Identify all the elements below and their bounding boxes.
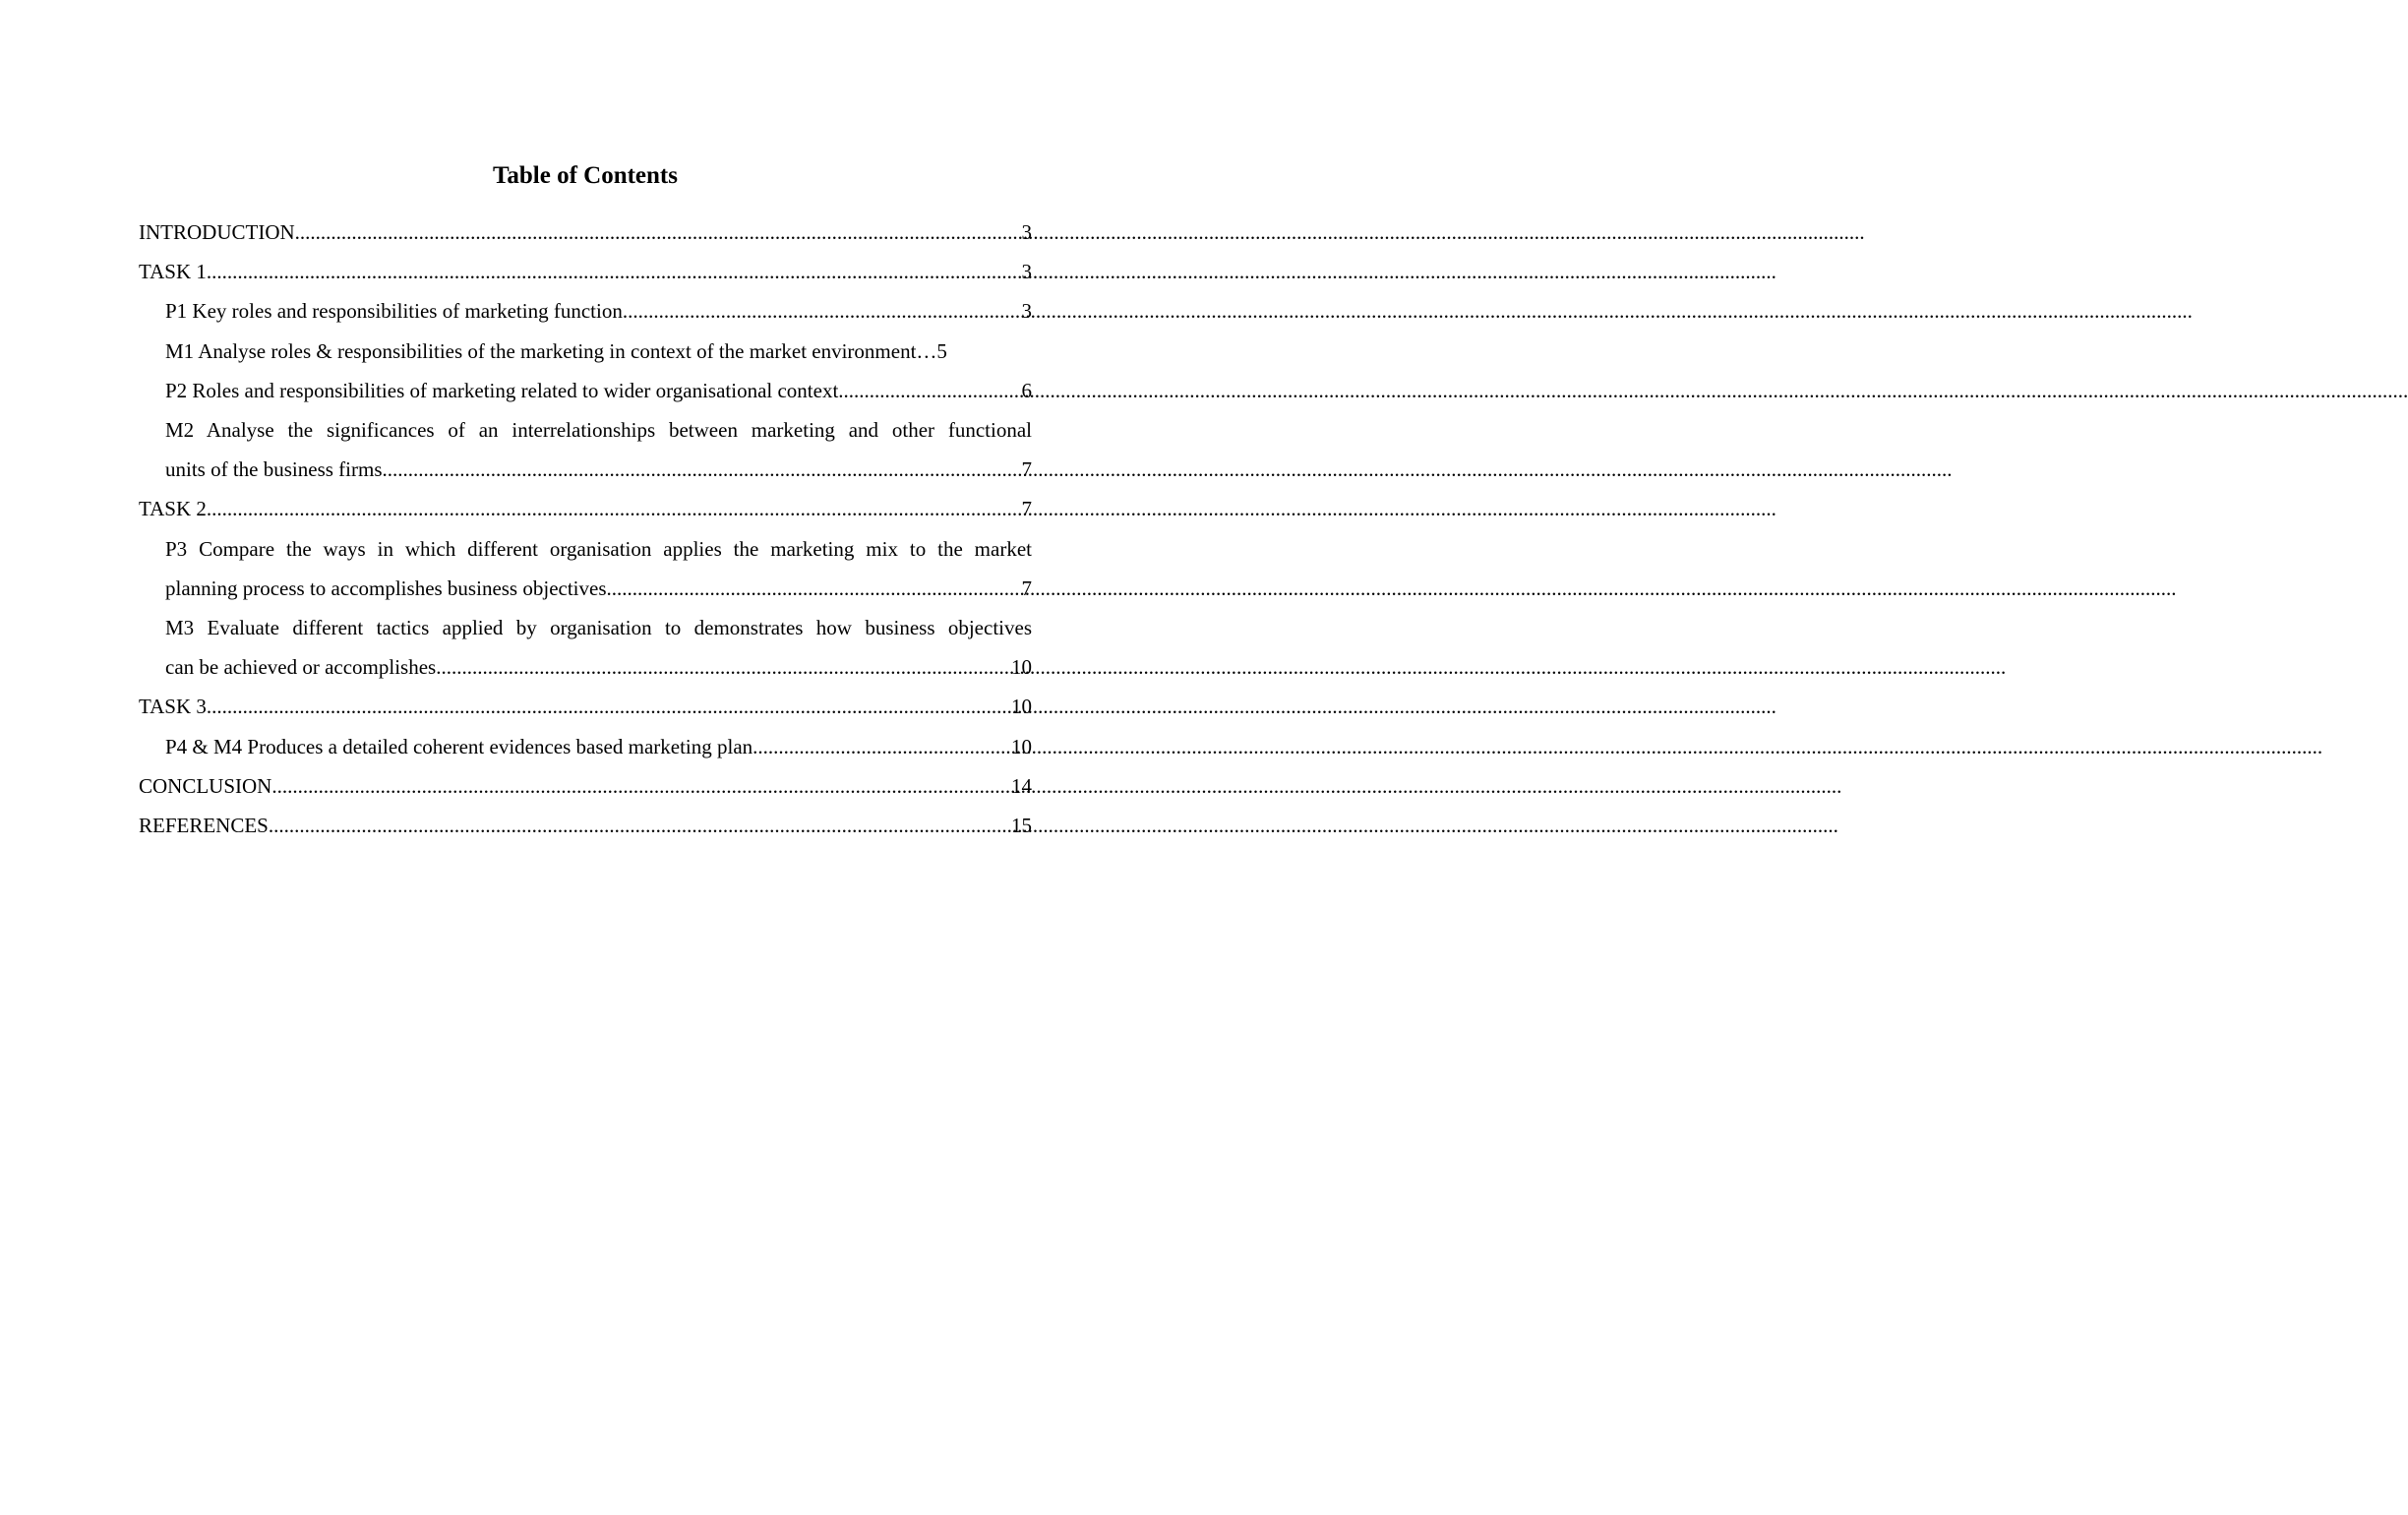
toc-entry-task-1[interactable]: [139, 252, 1032, 291]
toc-dot-leader: [436, 647, 1011, 687]
toc-entry-label-line-1: M2 Analyse the significances of an interrelationships between marketing and other functional: [165, 418, 1032, 443]
toc-dot-leader: [838, 371, 1021, 410]
toc-entry-m3[interactable]: [165, 608, 1032, 687]
toc-entry-conclusion[interactable]: [139, 766, 1032, 806]
toc-dot-leader: [207, 252, 1022, 291]
toc-entry-p2[interactable]: [165, 371, 1032, 410]
toc-page-number: 14: [1011, 773, 1032, 798]
toc-page-number: 3: [1021, 220, 1032, 244]
toc-page-number: 10: [1011, 695, 1032, 719]
toc-entry-label: P2 Roles and responsibilities of marketing related to wider organisational context: [165, 378, 839, 402]
toc-entry-label: REFERENCES: [139, 814, 269, 838]
toc-page-number: 5: [936, 338, 947, 363]
toc-title: Table of Contents: [493, 162, 678, 189]
toc-page-number: 15: [1011, 814, 1032, 838]
toc-page-number: 7: [1021, 457, 1032, 482]
toc-entry-label: TASK 1: [139, 260, 207, 284]
toc-page-number: 3: [1021, 260, 1032, 284]
toc-entry-m2[interactable]: [165, 410, 1032, 489]
toc-dot-leader: [623, 291, 1022, 331]
toc-entry-label: TASK 3: [139, 695, 207, 719]
toc-entry-label: TASK 2: [139, 497, 207, 521]
toc-page-number: 7: [1021, 576, 1032, 600]
document-page: [0, 0, 1171, 1515]
toc-dot-leader: [607, 569, 1022, 608]
toc-entry-label: P1 Key roles and responsibilities of marketing function: [165, 299, 623, 324]
toc-entry-label: P4 & M4 Produces a detailed coherent evidences based marketing plan: [165, 734, 753, 758]
toc-entry-m1[interactable]: [165, 332, 1032, 371]
toc-entry-label: CONCLUSION: [139, 773, 272, 798]
table-of-contents: [139, 212, 1032, 845]
toc-page-number: 10: [1011, 734, 1032, 758]
toc-dot-leader: [752, 727, 1011, 766]
toc-entry-label-line-1: M3 Evaluate different tactics applied by organisation to demonstrates how business objectives: [165, 616, 1032, 640]
toc-dot-leader: [269, 806, 1011, 845]
toc-entry-p1[interactable]: [165, 291, 1032, 331]
toc-entry-label-line-2: planning process to accomplishes business objectives: [165, 576, 607, 600]
toc-dot-leader: [271, 766, 1011, 806]
toc-dot-leader: [207, 687, 1011, 726]
toc-entry-p3[interactable]: [165, 529, 1032, 608]
toc-page-number: 3: [1021, 299, 1032, 324]
toc-page-number: 7: [1021, 497, 1032, 521]
toc-entry-label: M1 Analyse roles & responsibilities of the marketing in context of the market environment…: [165, 338, 937, 363]
toc-entry-p4-m4[interactable]: [165, 727, 1032, 766]
toc-entry-label: INTRODUCTION: [139, 220, 295, 244]
toc-page-number: 6: [1021, 378, 1032, 402]
toc-entry-task-2[interactable]: [139, 489, 1032, 528]
toc-dot-leader: [383, 450, 1022, 489]
toc-page-number: 10: [1011, 655, 1032, 680]
toc-dot-leader: [207, 489, 1022, 528]
toc-entry-label-line-2: units of the business firms: [165, 457, 383, 482]
toc-entry-task-3[interactable]: [139, 687, 1032, 726]
toc-entry-label-line-2: can be achieved or accomplishes: [165, 655, 437, 680]
toc-entry-references[interactable]: [139, 806, 1032, 845]
toc-dot-leader: [295, 212, 1022, 252]
toc-entry-label-line-1: P3 Compare the ways in which different organisation applies the marketing mix to the market: [165, 536, 1032, 561]
toc-entry-introduction[interactable]: [139, 212, 1032, 252]
